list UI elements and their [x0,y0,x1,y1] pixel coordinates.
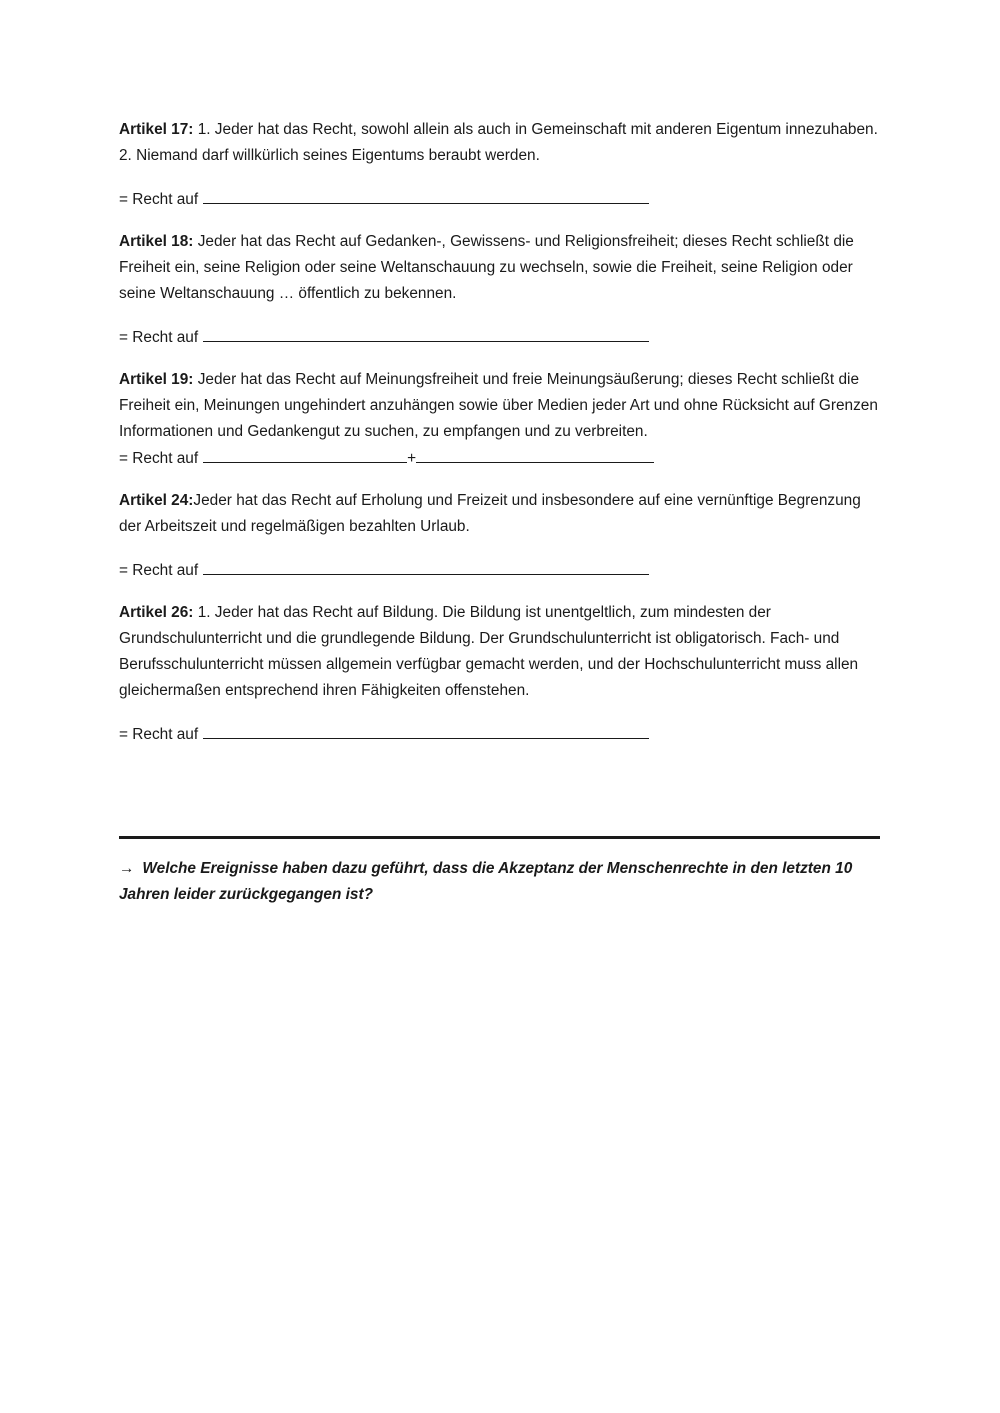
article-text: Jeder hat das Recht auf Gedanken-, Gewissens- und Religionsfreiheit; dieses Recht schließt die Freiheit ein, seine Religion oder seine Weltanschauung zu wechseln, sowie die Freiheit, seine Religion oder seine Weltanschauung … öffentlich zu bekennen. [119,233,854,302]
article-label: Artikel 26: [119,604,194,621]
answer-line-article-26 [119,721,881,748]
article-text: 1. Jeder hat das Recht, sowohl allein als auch in Gemeinschaft mit anderen Eigentum innezuhaben. 2. Niemand darf willkürlich seines Eigentums beraubt werden. [119,121,878,164]
answer-prefix: = Recht auf [119,450,199,467]
article-label: Artikel 24: [119,492,194,509]
answer-blank-second[interactable] [416,445,654,463]
article-text: 1. Jeder hat das Recht auf Bildung. Die Bildung ist unentgeltlich, zum mindesten der Grundschulunterricht und die grundlegende Bildung. Der Grundschulunterricht ist obligatorisch. Fach- und Berufsschulunterricht müssen allgemein verfügbar gemacht werden, und der Hochschulunterricht muss allen gleichermaßen entsprechend ihren Fähigkeiten offenstehen. [119,604,859,699]
article-24 [119,488,881,540]
discussion-question [119,856,879,908]
answer-prefix: = Recht auf [119,562,199,579]
arrow-right-icon: → [119,860,135,877]
articles-section [119,117,881,748]
answer-line-article-18 [119,324,881,351]
answer-blank[interactable] [203,557,649,575]
article-label: Artikel 17: [119,121,194,138]
article-text: Jeder hat das Recht auf Erholung und Freizeit und insbesondere auf eine vernünftige Begrenzung der Arbeitszeit und regelmäßigen bezahlten Urlaub. [119,492,861,535]
article-19 [119,367,881,445]
answer-blank-first[interactable] [203,445,407,463]
answer-line-article-19 [119,445,881,472]
horizontal-divider [119,836,880,839]
answer-line-article-17 [119,186,881,213]
question-text: Welche Ereignisse haben dazu geführt, dass die Akzeptanz der Menschenrechte in den letzten 10 Jahren leider zurückgegangen ist? [119,860,853,903]
answer-prefix: = Recht auf [119,329,199,346]
plus-sign: + [407,450,417,467]
answer-blank[interactable] [203,186,649,204]
answer-prefix: = Recht auf [119,191,199,208]
answer-line-article-24 [119,557,881,584]
answer-blank[interactable] [203,721,649,739]
answer-prefix: = Recht auf [119,726,199,743]
article-26 [119,600,881,704]
article-18 [119,229,881,307]
article-text: Jeder hat das Recht auf Meinungsfreiheit und freie Meinungsäußerung; dieses Recht schließt die Freiheit ein, Meinungen ungehindert anzuhängen sowie über Medien jeder Art und ohne Rücksicht auf Grenzen Informationen und Gedankengut zu suchen, zu empfangen und zu verbreiten. [119,371,878,440]
article-17 [119,117,881,169]
article-label: Artikel 18: [119,233,194,250]
answer-blank[interactable] [203,324,649,342]
article-label: Artikel 19: [119,371,194,388]
